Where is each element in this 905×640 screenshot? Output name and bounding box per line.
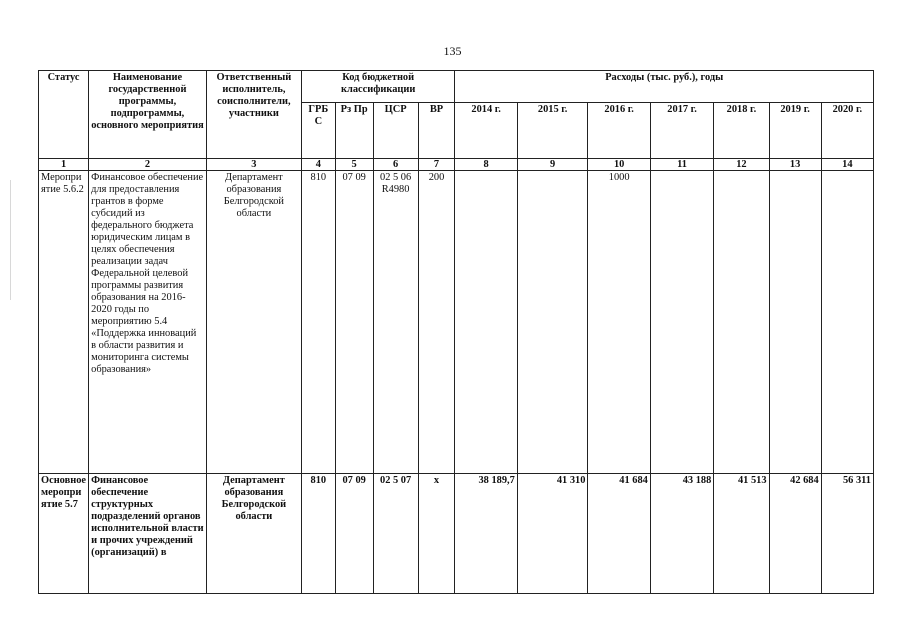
- row-rzpr: 07 09: [335, 171, 373, 474]
- row-responsible: Департамент образования Белгородской области: [206, 474, 301, 594]
- row-value-2015: 41 310: [517, 474, 588, 594]
- column-number: 5: [335, 159, 373, 171]
- row-responsible: Департамент образования Белгородской области: [206, 171, 301, 474]
- row-value-2018: 41 513: [714, 474, 769, 594]
- header-grbs: ГРБ С: [301, 103, 335, 159]
- header-year-2019: 2019 г.: [769, 103, 821, 159]
- row-value-2015: [517, 171, 588, 474]
- table-row: [39, 171, 874, 474]
- column-number: 11: [650, 159, 713, 171]
- header-expenses: Расходы (тыс. руб.), годы: [455, 71, 874, 103]
- header-year-2014: 2014 г.: [455, 103, 517, 159]
- column-number: 7: [418, 159, 455, 171]
- row-value-2014: [455, 171, 517, 474]
- row-value-2017: 43 188: [650, 474, 713, 594]
- header-year-2015: 2015 г.: [517, 103, 588, 159]
- column-number: 10: [588, 159, 650, 171]
- column-number-row: [39, 159, 874, 171]
- row-value-2020: [821, 171, 873, 474]
- header-year-2016: 2016 г.: [588, 103, 650, 159]
- row-rzpr: 07 09: [335, 474, 373, 594]
- row-grbs: 810: [301, 171, 335, 474]
- row-name: Финансовое обеспечение для предоставления грантов в форме субсидий из федерального бюджета юридическим лицам в целях обеспечения реализации задач Федеральной целевой программы развития образования на 2016-2020 годы по мероприятию 5.4 «Поддержка инноваций в области развития и мониторинга системы образования»: [89, 171, 207, 474]
- row-vr: х: [418, 474, 455, 594]
- column-number: 9: [517, 159, 588, 171]
- header-csr: ЦСР: [373, 103, 418, 159]
- header-rzpr: Рз Пр: [335, 103, 373, 159]
- column-number: 12: [714, 159, 769, 171]
- row-value-2019: 42 684: [769, 474, 821, 594]
- row-name: Финансовое обеспечение структурных подразделений органов исполнительной власти и прочих учреждений (организаций) в: [89, 474, 207, 594]
- row-value-2018: [714, 171, 769, 474]
- header-name: Наименование государственной программы, подпрограммы, основного мероприятия: [89, 71, 207, 159]
- column-number: 6: [373, 159, 418, 171]
- header-year-2017: 2017 г.: [650, 103, 713, 159]
- column-number: 4: [301, 159, 335, 171]
- column-number: 1: [39, 159, 89, 171]
- budget-table: [38, 70, 874, 594]
- header-year-2020: 2020 г.: [821, 103, 873, 159]
- header-budget-code: Код бюджетной классификации: [301, 71, 454, 103]
- row-value-2020: 56 311: [821, 474, 873, 594]
- row-value-2017: [650, 171, 713, 474]
- table-row: [39, 474, 874, 594]
- scan-edge-line: [10, 180, 11, 300]
- header-vr: ВР: [418, 103, 455, 159]
- row-value-2016: 1000: [588, 171, 650, 474]
- row-csr: 02 5 06 R4980: [373, 171, 418, 474]
- column-number: 8: [455, 159, 517, 171]
- row-vr: 200: [418, 171, 455, 474]
- header-year-2018: 2018 г.: [714, 103, 769, 159]
- column-number: 3: [206, 159, 301, 171]
- row-value-2019: [769, 171, 821, 474]
- row-value-2016: 41 684: [588, 474, 650, 594]
- header-status: Статус: [39, 71, 89, 159]
- row-csr: 02 5 07: [373, 474, 418, 594]
- row-status: Основное мероприятие 5.7: [39, 474, 89, 594]
- column-number: 13: [769, 159, 821, 171]
- column-number: 2: [89, 159, 207, 171]
- column-number: 14: [821, 159, 873, 171]
- row-grbs: 810: [301, 474, 335, 594]
- row-status: Мероприятие 5.6.2: [39, 171, 89, 474]
- row-value-2014: 38 189,7: [455, 474, 517, 594]
- header-responsible: Ответственный исполнитель, соисполнители, участники: [206, 71, 301, 159]
- page-number: 135: [443, 44, 462, 58]
